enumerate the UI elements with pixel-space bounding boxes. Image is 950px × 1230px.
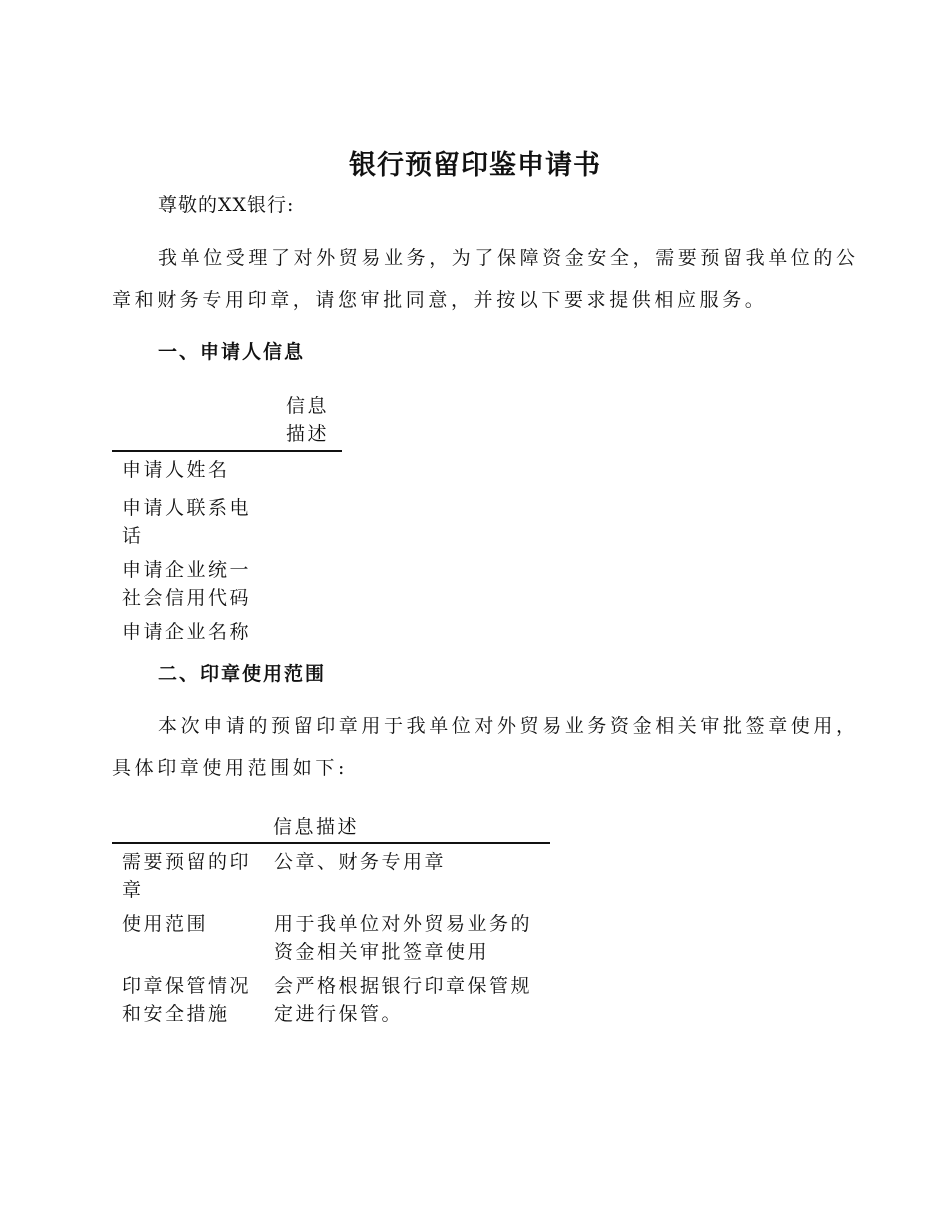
table-row-value: 用于我单位对外贸易业务的资金相关审批签章使用 [274, 913, 533, 963]
intro-paragraph-line-1: 我单位受理了对外贸易业务，为了保障资金安全，需要预留我单位的公 [158, 247, 859, 269]
table-row-value: 公章、财务专用章 [274, 851, 447, 873]
table-row-value: 会严格根据银行印章保管规定进行保管。 [274, 975, 533, 1025]
section-heading-seal-scope: 二、印章使用范围 [158, 663, 327, 685]
table-row-label: 申请人联系电话 [122, 497, 252, 547]
table-row-label: 使用范围 [122, 913, 209, 935]
table-row-label: 申请企业名称 [122, 621, 252, 643]
table-header-description: 信息描述 [286, 395, 330, 445]
document-title: 银行预留印鉴申请书 [349, 150, 601, 181]
section-heading-applicant-info: 一、申请人信息 [158, 341, 306, 363]
intro-paragraph-line-2: 章和财务专用印章，请您审批同意，并按以下要求提供相应服务。 [112, 289, 768, 311]
table-row-label: 申请企业统一社会信用代码 [122, 559, 252, 609]
salutation: 尊敬的XX银行: [158, 194, 295, 216]
table-row-label: 印章保管情况和安全措施 [122, 975, 252, 1025]
scope-paragraph-line-2: 具体印章使用范围如下: [112, 757, 349, 779]
table-row-label: 需要预留的印章 [122, 851, 252, 901]
table-header-description: 信息描述 [273, 816, 360, 838]
table-header-rule [112, 450, 342, 452]
scope-paragraph-line-1: 本次申请的预留印章用于我单位对外贸易业务资金相关审批签章使用， [158, 715, 859, 737]
table-header-rule [112, 842, 550, 844]
table-row-label: 申请人姓名 [122, 459, 230, 481]
